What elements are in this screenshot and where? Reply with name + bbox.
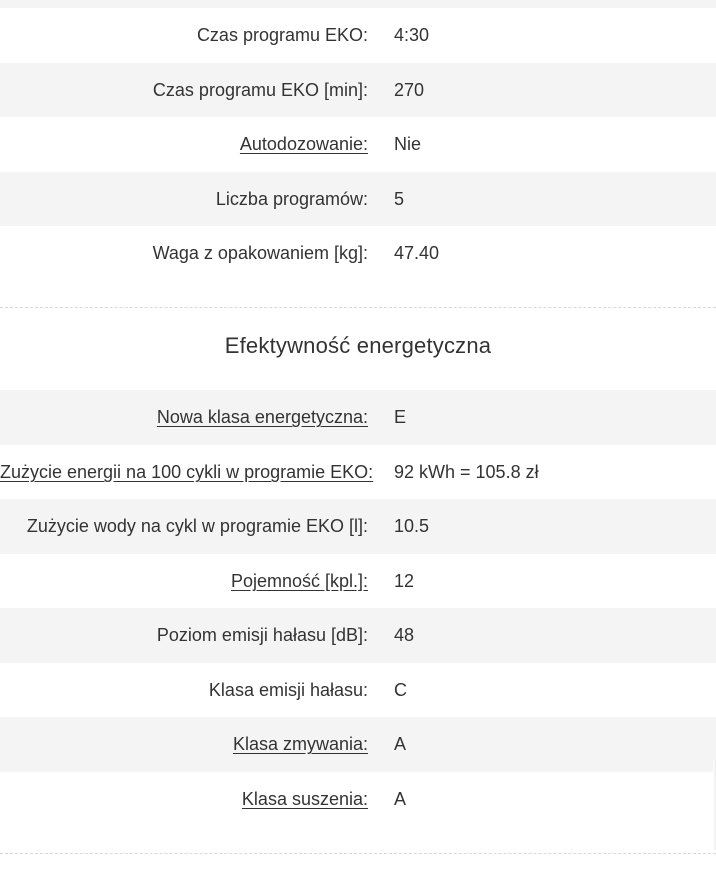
spec-label-link[interactable]: Nowa klasa energetyczna:: [156, 407, 368, 427]
spec-label-link[interactable]: Klasa zmywania:: [232, 734, 368, 754]
spec-row-noise-level: [0, 608, 716, 663]
spec-row-eco-time-min: [0, 63, 716, 118]
top-strip: [0, 0, 716, 8]
spec-label: Klasa emisji hałasu:: [208, 680, 368, 700]
spec-value: 48: [394, 625, 415, 645]
spec-value: 4:30: [394, 25, 430, 45]
spec-label: Czas programu EKO:: [196, 25, 368, 45]
spec-row-energy-consumption: [0, 445, 716, 500]
spec-label: Waga z opakowaniem [kg]:: [152, 243, 368, 263]
section-divider: [0, 307, 716, 308]
spec-label: Zużycie wody na cykl w programie EKO [l]:: [26, 516, 368, 536]
spec-row-water-consumption: [0, 499, 716, 554]
spec-value: E: [394, 407, 407, 427]
section-title: Efektywność energetyczna: [224, 333, 492, 358]
spec-label-link[interactable]: Zużycie energii na 100 cykli w programie EKO:: [0, 462, 374, 482]
section-divider-bottom: [0, 853, 716, 854]
spec-row-weight: [0, 226, 716, 281]
spec-value: 5: [394, 189, 405, 209]
spec-value: 92 kWh = 105.8 zł: [394, 462, 539, 482]
spec-row-capacity: [0, 554, 716, 609]
spec-value: Nie: [394, 134, 422, 154]
spec-row-eco-time: [0, 8, 716, 63]
spec-value: 47.40: [394, 243, 440, 263]
spec-row-washing-class: [0, 717, 716, 772]
spec-row-autodosing: [0, 117, 716, 172]
spec-label: Czas programu EKO [min]:: [152, 80, 368, 100]
spec-value: A: [394, 789, 407, 809]
spec-row-drying-class: [0, 772, 716, 827]
spec-value: 270: [394, 80, 425, 100]
spec-value: 10.5: [394, 516, 430, 536]
spec-row-program-count: [0, 172, 716, 227]
spec-value: 12: [394, 571, 415, 591]
spec-row-energy-class: [0, 390, 716, 445]
spec-value: A: [394, 734, 407, 754]
spec-label-link[interactable]: Klasa suszenia:: [241, 789, 368, 809]
spec-label: Liczba programów:: [215, 189, 368, 209]
spec-value: C: [394, 680, 407, 700]
spec-label: Poziom emisji hałasu [dB]:: [156, 625, 368, 645]
spec-label-link[interactable]: Autodozowanie:: [239, 134, 368, 154]
spec-label-link[interactable]: Pojemność [kpl.]:: [230, 571, 368, 591]
spec-row-noise-class: [0, 663, 716, 718]
